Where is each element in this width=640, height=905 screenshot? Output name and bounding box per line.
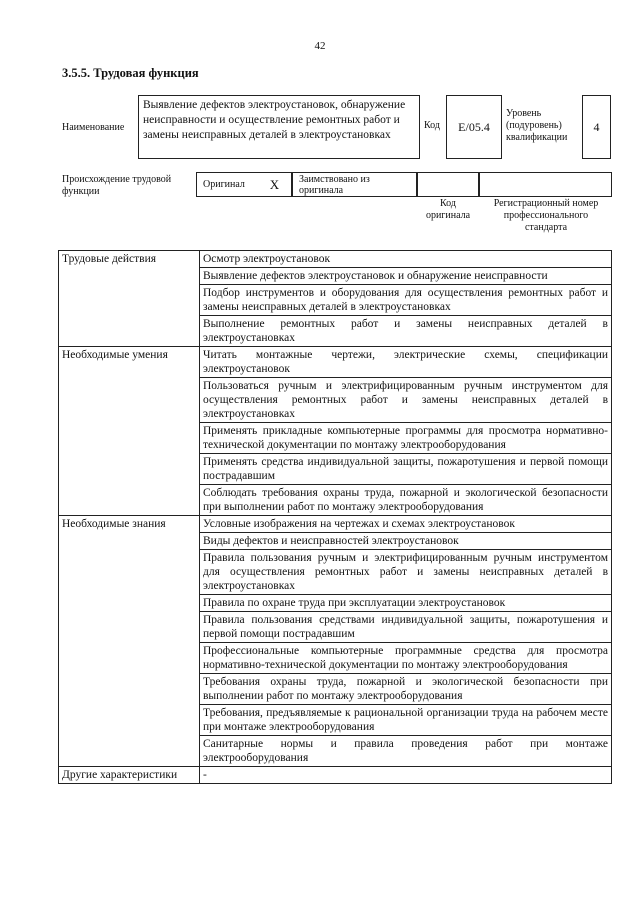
- item-cell: Требования, предъявляемые к рациональной организации труда на рабочем месте при монтаже электрооборудования: [200, 705, 612, 736]
- reg-number-cell: [479, 172, 612, 197]
- table-row: [59, 612, 612, 643]
- table-row: [59, 316, 612, 347]
- table-row: [59, 643, 612, 674]
- category-cell: [59, 550, 200, 595]
- function-name: Выявление дефектов электроустановок, обнаружение неисправности и осуществление ремонтных работ и замены неисправных деталей в электроустановках: [138, 95, 420, 159]
- item-cell: Применять средства индивидуальной защиты, пожаротушения и первой помощи пострадавшим: [200, 454, 612, 485]
- item-cell: Осмотр электроустановок: [200, 251, 612, 268]
- name-label: Наименование: [62, 122, 125, 133]
- origin-label: Происхождение трудовой функции: [62, 174, 172, 197]
- item-cell: Подбор инструментов и оборудования для осуществления ремонтных работ и замены неисправных деталей в электроустановках: [200, 285, 612, 316]
- category-cell: [59, 268, 200, 285]
- category-cell: [59, 533, 200, 550]
- category-cell: [59, 485, 200, 516]
- table-row: [59, 378, 612, 423]
- category-cell: [59, 378, 200, 423]
- item-cell: Выполнение ремонтных работ и замены неисправных деталей в электроустановках: [200, 316, 612, 347]
- category-label: Необходимые умения: [62, 349, 168, 361]
- code-label: Код: [424, 120, 440, 131]
- table-row: [59, 347, 612, 378]
- item-cell: Правила пользования средствами индивидуальной защиты, пожаротушения и первой помощи пострадавшим: [200, 612, 612, 643]
- item-cell: Применять прикладные компьютерные программы для просмотра нормативно-технической документации по монтажу электрооборудования: [200, 423, 612, 454]
- table-row: [59, 533, 612, 550]
- borrowed-label: Заимствовано из оригинала: [299, 174, 370, 196]
- item-cell: -: [200, 767, 612, 784]
- category-label: Необходимые знания: [62, 518, 166, 530]
- item-cell: Выявление дефектов электроустановок и обнаружение неисправности: [200, 268, 612, 285]
- category-cell: [59, 285, 200, 316]
- original-cell: [196, 172, 258, 197]
- table-row: [59, 674, 612, 705]
- original-mark: X: [258, 172, 292, 197]
- table-row: [59, 285, 612, 316]
- table-row: [59, 485, 612, 516]
- category-cell: [59, 767, 200, 784]
- category-label: Другие характеристики: [62, 769, 178, 781]
- section-title: 3.5.5. Трудовая функция: [62, 66, 199, 80]
- reg-number-caption: Регистрационный номер профессионального стандарта: [493, 198, 599, 233]
- item-cell: Читать монтажные чертежи, электрические схемы, спецификации электроустановок: [200, 347, 612, 378]
- item-cell: Требования охраны труда, пожарной и экологической безопасности при выполнении работ по монтажу электрооборудования: [200, 674, 612, 705]
- table-row: [59, 736, 612, 767]
- category-cell: [59, 705, 200, 736]
- table-row: [59, 595, 612, 612]
- table-row: [59, 767, 612, 784]
- item-cell: Правила пользования ручным и электрифицированным ручным инструментом для осуществления ремонтных работ и замены неисправных деталей в электроустановках: [200, 550, 612, 595]
- item-cell: Соблюдать требования охраны труда, пожарной и экологической безопасности при выполнении работ по монтажу электрооборудования: [200, 485, 612, 516]
- qualification-level: 4: [582, 95, 611, 159]
- table-row: [59, 268, 612, 285]
- category-cell: [59, 516, 200, 533]
- function-code: E/05.4: [446, 95, 502, 159]
- category-cell: [59, 347, 200, 378]
- category-cell: [59, 251, 200, 268]
- table-row: [59, 550, 612, 595]
- table-row: [59, 454, 612, 485]
- table-row: [59, 705, 612, 736]
- item-cell: Правила по охране труда при эксплуатации электроустановок: [200, 595, 612, 612]
- item-cell: Профессиональные компьютерные программные средства для просмотра нормативно-технической документации по монтажу электрооборудования: [200, 643, 612, 674]
- item-cell: Санитарные нормы и правила проведения работ при монтаже электрооборудования: [200, 736, 612, 767]
- table-row: [59, 516, 612, 533]
- level-label: Уровень (подуровень) квалификации: [506, 108, 568, 143]
- item-cell: Условные изображения на чертежах и схемах электроустановок: [200, 516, 612, 533]
- category-cell: [59, 454, 200, 485]
- table-row: [59, 423, 612, 454]
- category-cell: [59, 595, 200, 612]
- original-label: Оригинал: [203, 179, 245, 190]
- table-row: [59, 251, 612, 268]
- item-cell: Виды дефектов и неисправностей электроустановок: [200, 533, 612, 550]
- category-cell: [59, 736, 200, 767]
- code-original-caption: Код оригинала: [425, 198, 471, 221]
- category-cell: [59, 612, 200, 643]
- code-original-cell: [417, 172, 479, 197]
- category-cell: [59, 674, 200, 705]
- borrowed-cell: [292, 172, 417, 197]
- category-cell: [59, 423, 200, 454]
- item-cell: Пользоваться ручным и электрифицированным ручным инструментом для осуществления ремонтных работ и замены неисправных деталей в электроустановках: [200, 378, 612, 423]
- function-table-body: [59, 251, 612, 784]
- function-table: [58, 250, 612, 784]
- category-label: Трудовые действия: [62, 253, 157, 265]
- category-cell: [59, 643, 200, 674]
- page-number: 42: [314, 40, 326, 52]
- category-cell: [59, 316, 200, 347]
